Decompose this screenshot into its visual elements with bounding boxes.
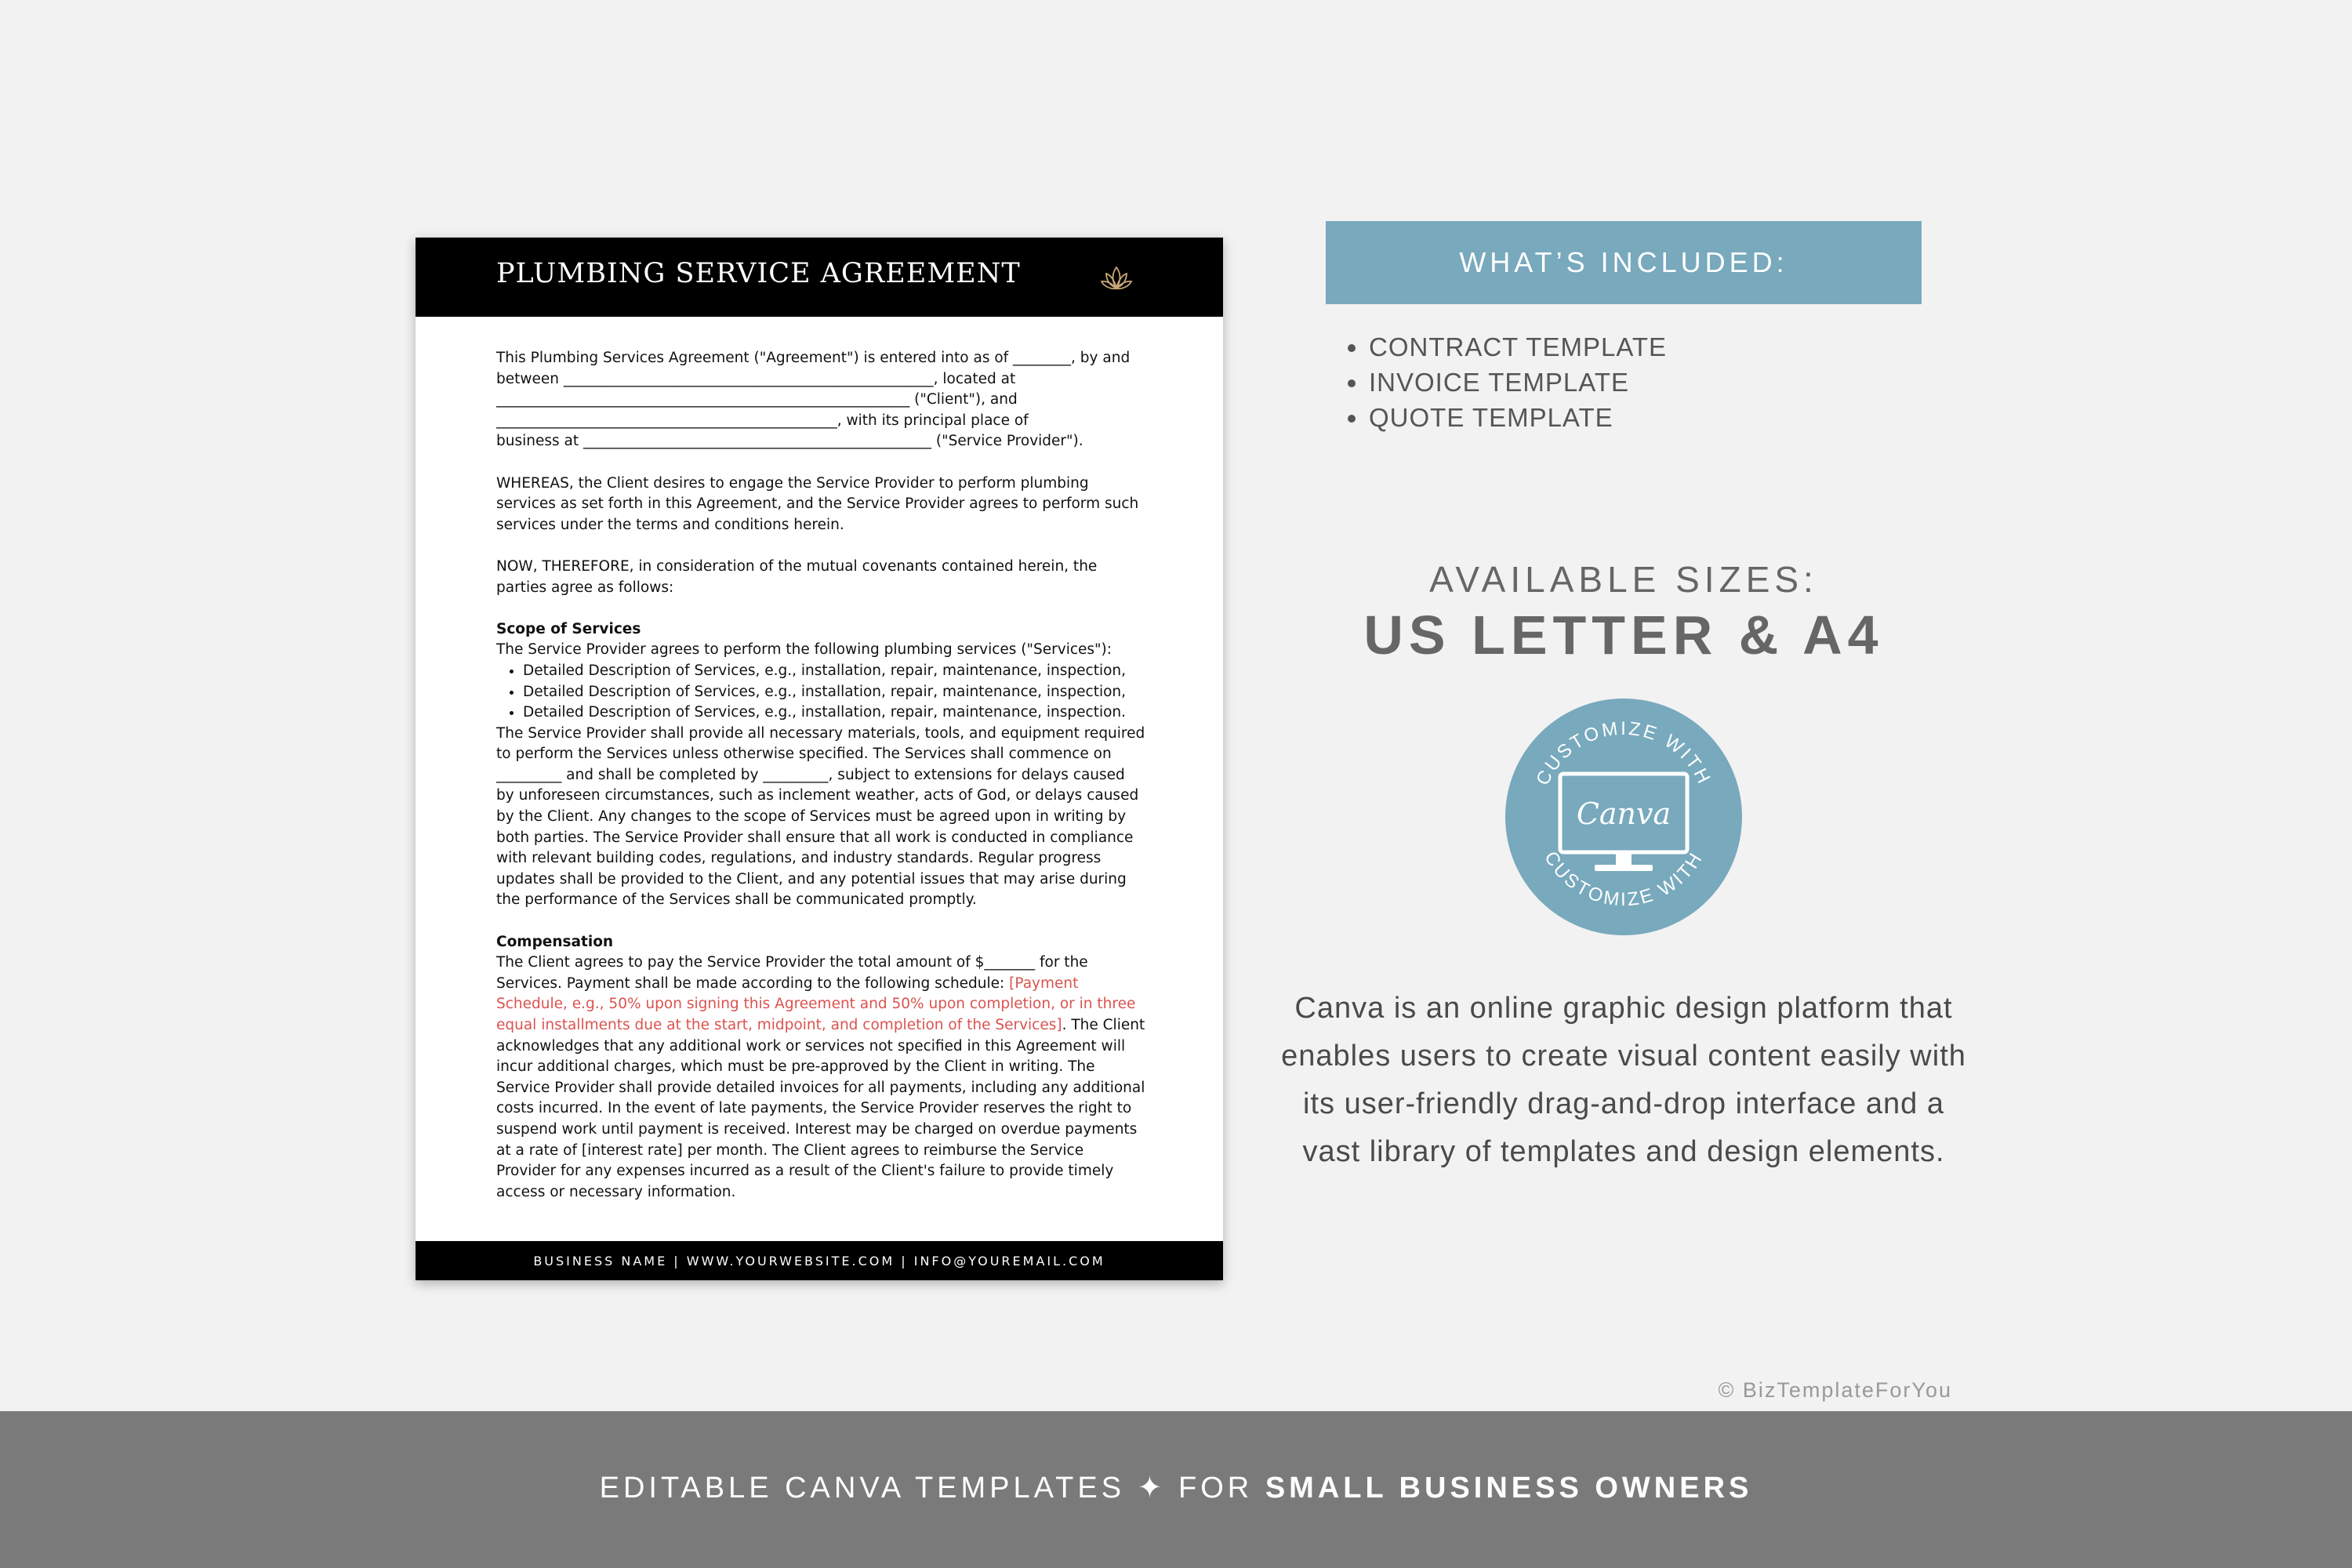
- compensation-text-cont: . The Client acknowledges that any additional work or services not specified in this Agreement will incur additional charges, which must be pre-approved by the Client in writing. The Service Provider shall provide detailed invoices for all payments, including any additional costs incurred. In the event of late payments, the Service Provider reserves the right to suspend work until payment is received. Interest may be charged on overdue payments at a rate of [interest rate] per month. The Client agrees to reimburse the Service Provider for any expenses incurred as a result of the Client's failure to provide timely access or necessary information.: [496, 1017, 1145, 1200]
- intro-paragraph: This Plumbing Services Agreement ("Agreement") is entered into as of ________, by and between ___________________________________________________, located at _________________________________________________________ ("Client"), and _______________________________________________, with its principal place of business at ________________________________________________ ("Service Provider").: [496, 350, 1131, 450]
- badge-top-text: CUSTOMIZE WITH: [1532, 717, 1715, 789]
- scope-list: [496, 661, 1147, 724]
- document-footer: BUSINESS NAME | WWW.YOURWEBSITE.COM | INFO@YOUREMAIL.COM: [416, 1241, 1223, 1280]
- bottom-banner-text: [0, 1470, 2352, 1505]
- whereas-paragraph: WHEREAS, the Client desires to engage the Service Provider to perform plumbing services as set forth in this Agreement, and the Service Provider agrees to perform such services under the terms and conditions herein.: [496, 474, 1139, 533]
- scope-list-item: • Detailed Description of Services, e.g., installation, repair, maintenance, inspection,: [523, 682, 1147, 703]
- available-sizes-value: US LETTER & A4: [1363, 604, 1884, 666]
- included-item-invoice: • INVOICE TEMPLATE: [1369, 365, 1667, 400]
- scope-list-item: • Detailed Description of Services, e.g., installation, repair, maintenance, inspection.: [523, 702, 1147, 724]
- payment-schedule-placeholder: [Payment Schedule, e.g., 50% upon signing this Agreement and 50% upon completion, or in three equal installments due at the start, midpoint, and completion of the Services]: [496, 975, 1136, 1033]
- document-title: PLUMBING SERVICE AGREEMENT: [496, 258, 1021, 289]
- bottom-banner: [0, 1411, 2352, 1568]
- included-item-contract: • CONTRACT TEMPLATE: [1369, 329, 1667, 365]
- canva-brand-text: Canva: [1576, 797, 1671, 831]
- included-list: [1341, 329, 1667, 435]
- compensation-heading: Compensation: [496, 933, 614, 950]
- included-item-quote: • QUOTE TEMPLATE: [1369, 400, 1667, 435]
- bottom-banner-text-bold: SMALL BUSINESS OWNERS: [1265, 1472, 1753, 1504]
- compensation-text: The Client agrees to pay the Service Provider the total amount of $_______ for the Services. Payment shall be made according to the following schedule:: [496, 954, 1088, 992]
- customize-with-canva-badge: [1505, 699, 1742, 935]
- available-sizes-label: AVAILABLE SIZES:: [1429, 559, 1818, 600]
- scope-heading: Scope of Services: [496, 620, 641, 637]
- whats-included-banner: WHAT’S INCLUDED:: [1326, 221, 1922, 304]
- lotus-icon: [1099, 264, 1134, 292]
- compensation-paragraph: [496, 953, 1147, 1203]
- agreement-document: [416, 238, 1223, 1280]
- scope-list-item: • Detailed Description of Services, e.g., installation, repair, maintenance, inspection,: [523, 661, 1147, 682]
- scope-body: The Service Provider shall provide all necessary materials, tools, and equipment required to perform the Services unless otherwise specified. The Services shall commence on _________ and shall be completed by _________, subject to extensions for delays caused by unforeseen circumstances, such as inclement weather, acts of God, or delays caused by the Client. Any changes to the scope of Services must be agreed upon in writing by both parties. The Service Provider shall ensure that all work is conducted in compliance with relevant building codes, regulations, and industry standards. Regular progress updates shall be provided to the Client, and any potential issues that may arise during the performance of the Services shall be communicated promptly.: [496, 724, 1145, 909]
- now-therefore-paragraph: NOW, THEREFORE, in consideration of the mutual covenants contained herein, the parties agree as follows:: [496, 557, 1098, 596]
- canva-description: Canva is an online graphic design platform that enables users to create visual content easily with its user-friendly drag-and-drop interface and a vast library of templates and design elements.: [1281, 992, 1966, 1168]
- badge-bottom-text: CUSTOMIZE WITH: [1540, 848, 1708, 911]
- copyright-text: © BizTemplateForYou: [1718, 1378, 1952, 1402]
- document-body: [496, 348, 1147, 1203]
- bottom-banner-text-light: EDITABLE CANVA TEMPLATES ✦ FOR: [599, 1472, 1265, 1504]
- document-header: [416, 238, 1223, 317]
- scope-intro: The Service Provider agrees to perform the following plumbing services ("Services"):: [496, 641, 1112, 659]
